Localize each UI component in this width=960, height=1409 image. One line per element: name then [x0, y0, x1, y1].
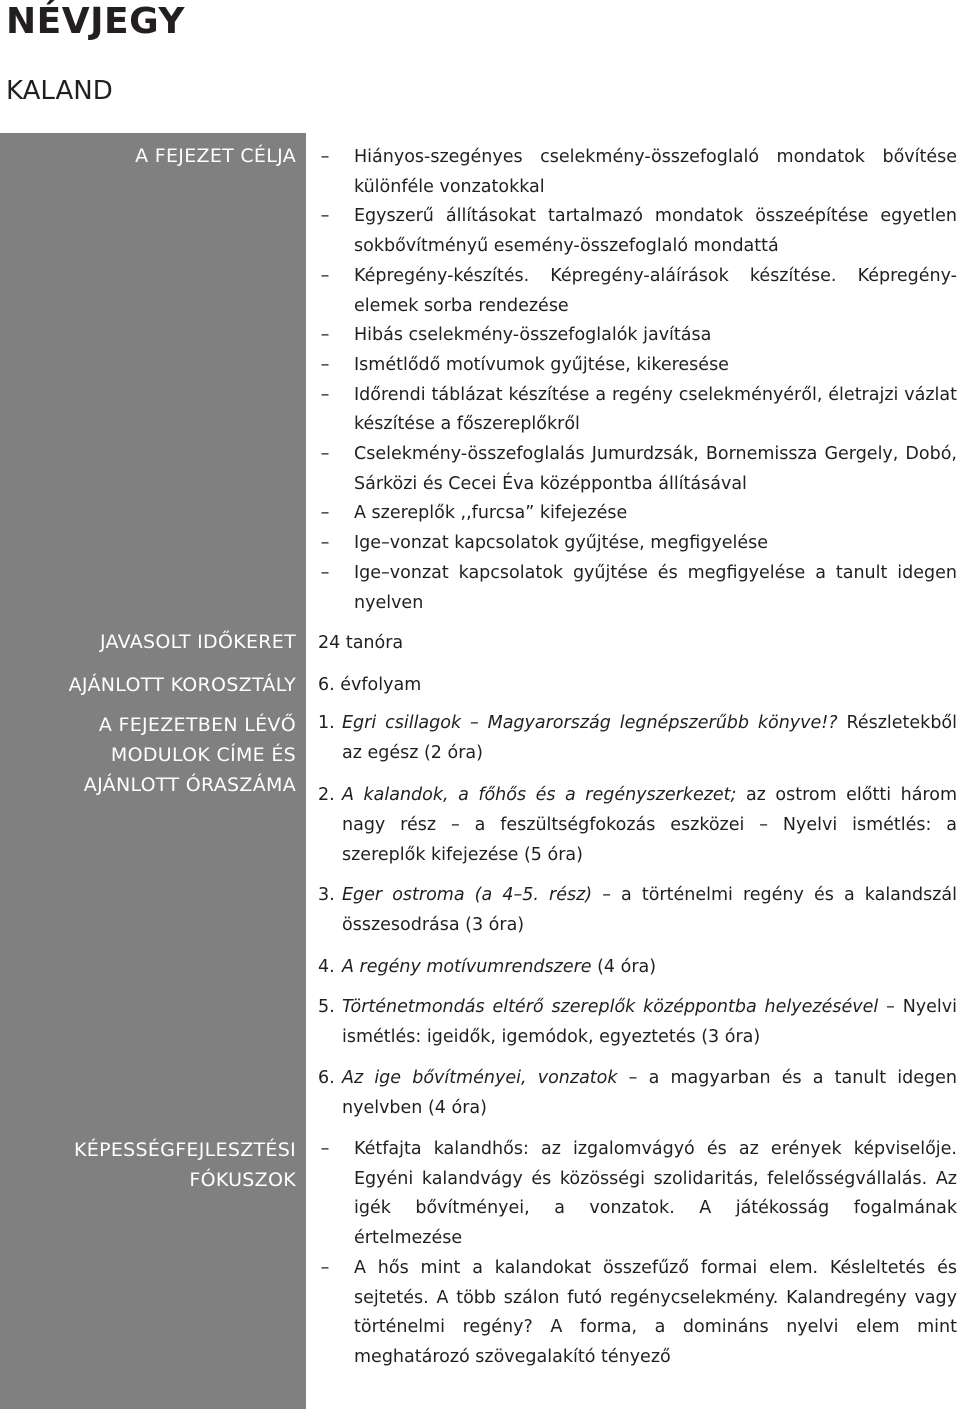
- module-detail: – a magyarban és a tanult idegen nyelvben (4 óra): [342, 1068, 957, 1118]
- module-number: 4.: [318, 957, 335, 977]
- page-subtitle: KALAND: [6, 76, 113, 106]
- module-item: [318, 781, 957, 870]
- skills-list: [312, 1135, 957, 1373]
- module-number: 6.: [318, 1068, 335, 1088]
- module-number: 5.: [318, 997, 335, 1017]
- label-age: AJÁNLOTT KOROSZTÁLY: [68, 674, 296, 696]
- module-title: Egri csillagok – Magyarország legnépszerűbb könyve!?: [342, 713, 838, 733]
- label-goal: A FEJEZET CÉLJA: [135, 145, 296, 167]
- goal-item: – Ige–vonzat kapcsolatok gyűjtése, megfigyelése: [312, 529, 957, 559]
- label-modules-3: AJÁNLOTT ÓRASZÁMA: [83, 774, 296, 796]
- goal-item: – Hiányos-szegényes cselekmény-összefoglaló mondatok bővítése különféle vonzatokkal: [312, 143, 957, 202]
- label-skills-1: KÉPESSÉGFEJLESZTÉSI: [74, 1139, 296, 1161]
- module-item: [318, 881, 957, 941]
- goal-item: – Cselekmény-összefoglalás Jumurdzsák, Bornemissza Gergely, Dobó, Sárközi és Cecei Éva középpontba állításával: [312, 440, 957, 499]
- page-title: NÉVJEGY: [6, 1, 185, 42]
- skill-item: – Kétfajta kalandhős: az izgalomvágyó és az erények képviselője. Egyéni kalandvágy és közösségi szolidaritás, felelősségvállalás. Az igék bővítményei, a vonzatok. A játékosság fogalmának értelmezése: [312, 1135, 957, 1254]
- module-title: Történetmondás eltérő szereplők középpontba helyezésével: [342, 997, 879, 1017]
- label-time: JAVASOLT IDŐKERET: [99, 631, 296, 653]
- module-title: A kalandok, a főhős és a regényszerkezet;: [342, 785, 737, 805]
- module-detail: (4 óra): [591, 957, 657, 977]
- module-title: Eger ostroma (a 4–5. rész): [342, 885, 593, 905]
- label-skills-2: FÓKUSZOK: [189, 1169, 296, 1191]
- module-number: 2.: [318, 785, 335, 805]
- label-modules-2: MODULOK CÍME ÉS: [110, 744, 296, 766]
- module-number: 3.: [318, 885, 335, 905]
- module-detail: Részletekből az egész (2 óra): [342, 713, 957, 763]
- time-value: 24 tanóra: [318, 633, 404, 653]
- goal-item: – Hibás cselekmény-összefoglalók javítása: [312, 321, 957, 351]
- goal-item: – Egyszerű állításokat tartalmazó mondatok összeépítése egyetlen sokbővítményű esemény-összefoglaló mondattá: [312, 202, 957, 261]
- module-item: [318, 1064, 957, 1124]
- module-item: [318, 953, 957, 983]
- goal-item: – Képregény-készítés. Képregény-aláírások készítése. Képregény-elemek sorba rendezése: [312, 262, 957, 321]
- goal-item: – Ismétlődő motívumok gyűjtése, kikeresése: [312, 351, 957, 381]
- age-value: 6. évfolyam: [318, 675, 422, 695]
- goal-item: – A szereplők ,,furcsa” kifejezése: [312, 499, 957, 529]
- module-item: [318, 709, 957, 769]
- module-detail: – Nyelvi ismétlés: igeidők, igemódok, egyeztetés (3 óra): [342, 997, 957, 1047]
- module-title: Az ige bővítményei, vonzatok: [342, 1068, 618, 1088]
- module-detail: az ostrom előtti három nagy rész – a feszültségfokozás eszközei – Nyelvi ismétlés: a szereplők kifejezése (5 óra): [342, 785, 957, 865]
- label-modules-1: A FEJEZETBEN LÉVŐ: [98, 714, 296, 736]
- skill-item: – A hős mint a kalandokat összefűző formai elem. Késleltetés és sejtetés. A több szálon futó regénycselekmény. Kalandregény vagy történelmi regény? A forma, a domináns nyelvi elem mint meghatározó szövegalakító tényező: [312, 1254, 957, 1373]
- module-number: 1.: [318, 713, 335, 733]
- goal-item: – Ige–vonzat kapcsolatok gyűjtése és megfigyelése a tanult idegen nyelven: [312, 559, 957, 618]
- module-detail: – a történelmi regény és a kalandszál összesodrása (3 óra): [342, 885, 957, 935]
- module-item: [318, 993, 957, 1053]
- goal-item: – Időrendi táblázat készítése a regény cselekményéről, életrajzi vázlat készítése a főszereplőkről: [312, 381, 957, 440]
- module-title: A regény motívumrendszere: [342, 957, 592, 977]
- goals-list: [312, 143, 957, 618]
